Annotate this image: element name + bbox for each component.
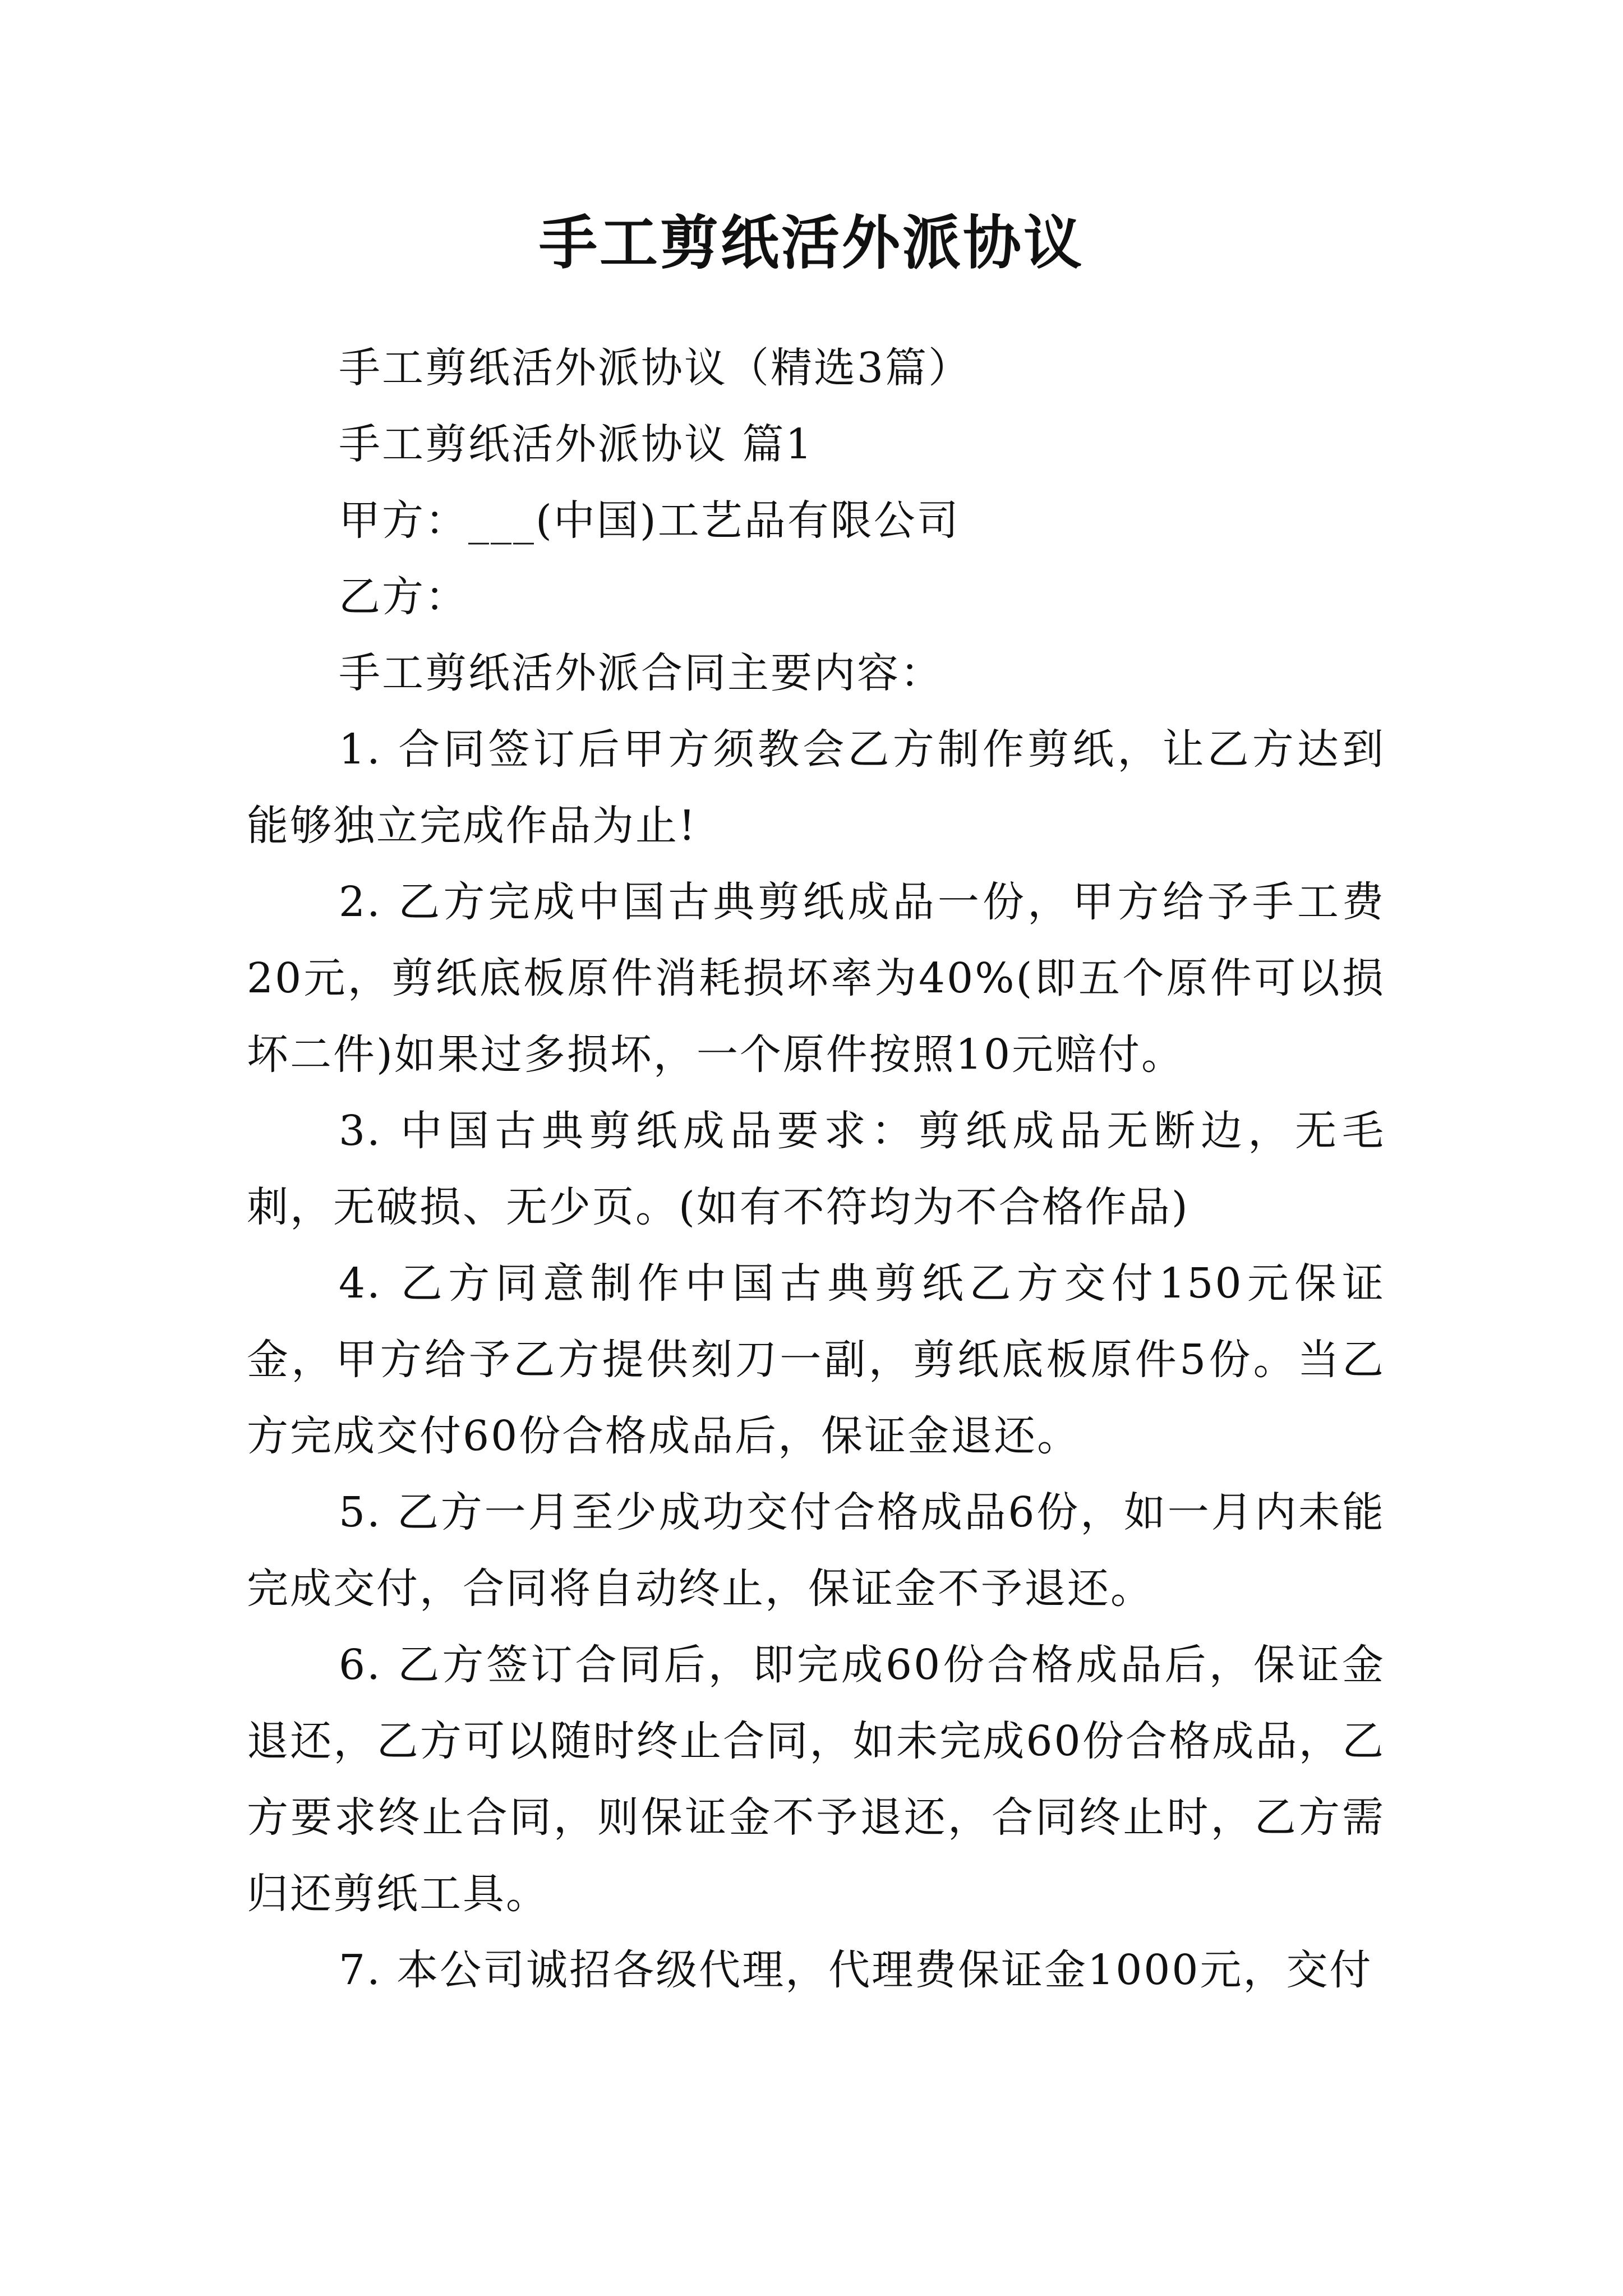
clause-5: 5. 乙方一月至少成功交付合格成品6份，如一月内未能完成交付，合同将自动终止，保证金不予退还。 — [247, 1488, 1385, 1613]
document-body — [247, 330, 1385, 2008]
clause-7: 7. 本公司诚招各级代理，代理费保证金1000元，交付 — [339, 1946, 1373, 1994]
contract-content-heading: 手工剪纸活外派合同主要内容： — [339, 649, 943, 697]
clause-1: 1. 合同签订后甲方须教会乙方制作剪纸，让乙方达到能够独立完成作品为止! — [247, 725, 1385, 850]
subtitle-line: 手工剪纸活外派协议（精选3篇） — [339, 344, 972, 392]
clause-2: 2. 乙方完成中国古典剪纸成品一份，甲方给予手工费20元，剪纸底板原件消耗损坏率为40%(即五个原件可以损坏二件)如果过多损坏，一个原件按照10元赔付。 — [247, 878, 1385, 1079]
clause-6: 6. 乙方签订合同后，即完成60份合格成品后，保证金退还，乙方可以随时终止合同，如未完成60份合格成品，乙方要求终止合同，则保证金不予退还，合同终止时，乙方需归还剪纸工具。 — [247, 1641, 1385, 1918]
party-a-line: 甲方：___(中国)工艺品有限公司 — [339, 496, 960, 545]
clause-3: 3. 中国古典剪纸成品要求：剪纸成品无断边，无毛刺，无破损、无少页。(如有不符均为不合格作品) — [247, 1107, 1385, 1231]
clause-4: 4. 乙方同意制作中国古典剪纸乙方交付150元保证金，甲方给予乙方提供刻刀一副，剪纸底板原件5份。当乙方完成交付60份合格成品后，保证金退还。 — [247, 1259, 1385, 1460]
document-title: 手工剪纸活外派协议 — [538, 208, 1084, 277]
section-heading: 手工剪纸活外派协议 篇1 — [339, 420, 814, 468]
party-b-line: 乙方： — [339, 573, 468, 621]
